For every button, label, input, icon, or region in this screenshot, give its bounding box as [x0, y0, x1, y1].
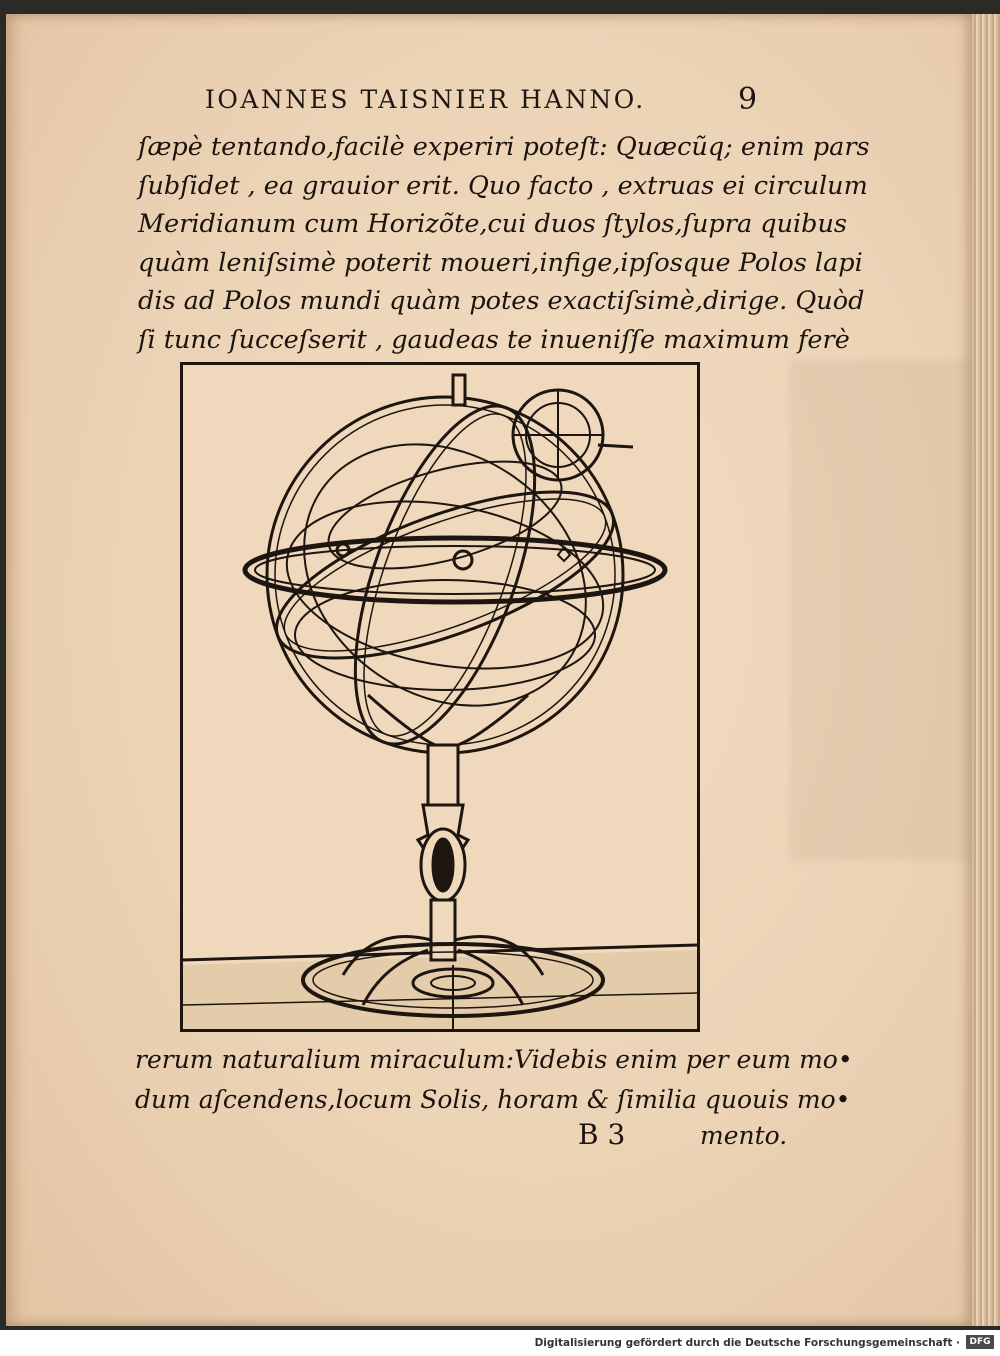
armillary-sphere-illustration	[183, 365, 697, 1029]
page-edges	[972, 14, 1000, 1326]
text-line: ſubſidet , ea grauior erit. Quo facto , extruas ei circulum	[138, 170, 868, 201]
text-line: dis ad Polos mundi quàm potes exactiſsimè,dirige. Quòd	[138, 286, 865, 316]
text-line: ſi tunc ſucceſserit , gaudeas te inueniſſe maximum ferè	[138, 324, 850, 355]
page-number: 9	[738, 82, 758, 117]
armillary-sphere-woodcut	[180, 362, 700, 1032]
catchword: mento.	[700, 1121, 788, 1150]
footer-bar	[0, 1330, 1000, 1356]
text-line: dum aſcendens,locum Solis, horam & ſimilia quouis mo•	[135, 1085, 851, 1114]
text-line: ſæpè tentando,facilè experiri poteſt: Quæcũq; enim pars	[138, 132, 870, 162]
dfg-logo: DFG	[966, 1335, 994, 1349]
text-line: rerum naturalium miraculum:Videbis enim per eum mo•	[135, 1045, 853, 1074]
footer-credit: Digitalisierung gefördert durch die Deutsche Forschungsgemeinschaft ·	[534, 1337, 960, 1349]
running-head: IOANNES TAISNIER HANNO.	[205, 85, 646, 114]
text-line: Meridianum cum Horizõte,cui duos ſtylos,ſupra quibus	[138, 209, 847, 239]
body-text	[138, 128, 870, 359]
text-line: quàm leniſsimè poterit moueri,infige,ipſosque Polos lapi	[138, 247, 863, 278]
signature-mark: B 3	[578, 1118, 626, 1151]
show-through	[790, 360, 970, 860]
lower-text	[135, 1040, 853, 1120]
